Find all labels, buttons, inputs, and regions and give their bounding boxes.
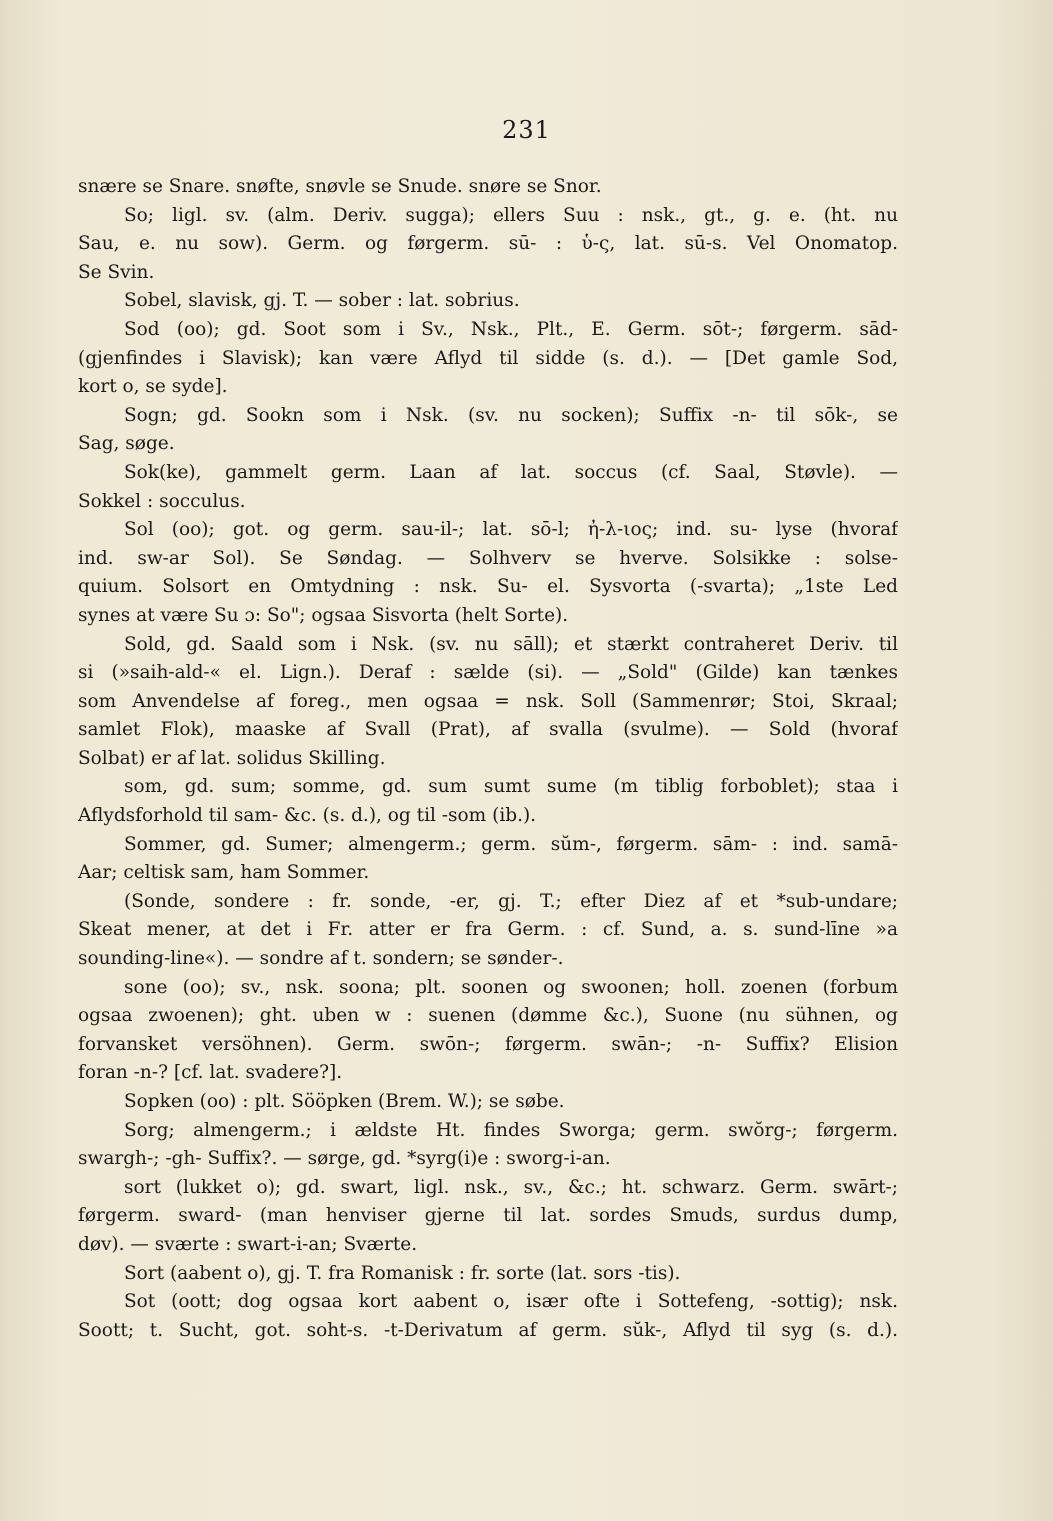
text-line: Sort (aabent o), gj. T. fra Romanisk : fr. sorte (lat. sors -tis). (124, 1262, 681, 1284)
text-line: quium. Solsort en Omtydning : nsk. Su- el. Sysvorta (-svarta); „1ste Led (78, 576, 898, 598)
page-number: 231 (502, 116, 551, 144)
text-line: Sopken (oo) : plt. Sööpken (Brem. W.); se søbe. (124, 1091, 565, 1112)
text-line: Sokkel : socculus. (78, 490, 246, 512)
text-line: kort o, se syde]. (78, 376, 228, 398)
text-line: døv). — sværte : swart-i-an; Sværte. (78, 1233, 418, 1255)
text-line: Sok(ke), gammelt germ. Laan af lat. soccus (cf. Saal, Støvle). — (124, 461, 898, 483)
text-line: swargh-; -gh- Suffix?. — sørge, gd. *syrg(i)e : sworg-i-an. (78, 1148, 611, 1170)
text-line: synes at være Su ɔ: So"; ogsaa Sisvorta (helt Sorte). (78, 604, 569, 626)
text-line: Skeat mener, at det i Fr. atter er fra Germ. : cf. Sund, a. s. sund-līne »a (78, 919, 898, 941)
text-line: (gjenfindes i Slavisk); kan være Aflyd til sidde (s. d.). — [Det gamle Sod, (78, 347, 898, 369)
text-line: som Anvendelse af foreg., men ogsaa = nsk. Soll (Sammenrør; Stoi, Skraal; (78, 690, 898, 712)
text-line: forvansket versöhnen). Germ. swōn-; førgerm. swān-; -n- Suffix? Elision (78, 1033, 898, 1055)
text-line: foran -n-? [cf. lat. svadere?]. (78, 1062, 343, 1084)
text-line: som, gd. sum; somme, gd. sum sumt sume (m tiblig forboblet); staa i (124, 776, 898, 798)
text-line: sort (lukket o); gd. swart, ligl. nsk., sv., &c.; ht. schwarz. Germ. swārt-; (124, 1176, 898, 1198)
text-line: Sobel, slavisk, gj. T. — sober : lat. sobrius. (124, 290, 520, 312)
text-line: si (»saih-ald-« el. Lign.). Deraf : sælde (si). — „Sold" (Gilde) kan tænkes (78, 662, 898, 684)
text-line: snære se Snare. snøfte, snøvle se Snude. snøre se Snor. (78, 176, 602, 197)
text-line: samlet Flok), maaske af Svall (Prat), af svalla (svulme). — Sold (hvoraf (78, 719, 898, 741)
text-line: ogsaa zwoenen); ght. uben w : suenen (dømme &c.), Suone (nu sühnen, og (78, 1005, 898, 1027)
text-line: Soott; t. Sucht, got. soht-s. -t-Derivatum af germ. sŭk-, Aflyd til syg (s. d.). (78, 1319, 898, 1341)
text-line: Sold, gd. Saald som i Nsk. (sv. nu sāll); et stærkt contraheret Deriv. til (124, 633, 898, 655)
text-line: sone (oo); sv., nsk. soona; plt. soonen og swoonen; holl. zoenen (forbum (124, 976, 898, 998)
text-line: Sommer, gd. Sumer; almengerm.; germ. sŭm-, førgerm. sām- : ind. samā- (124, 833, 898, 855)
entry-text-block (78, 173, 898, 1345)
text-line: Aar; celtisk sam, ham Sommer. (78, 862, 370, 884)
text-line: Sag, søge. (78, 433, 175, 455)
text-line: ind. sw-ar Sol). Se Søndag. — Solhverv se hverve. Solsikke : solse- (78, 547, 898, 569)
text-line: Se Svin. (78, 261, 155, 283)
text-line: Sot (oott; dog ogsaa kort aabent o, især ofte i Sottefeng, -sottig); nsk. (124, 1291, 898, 1313)
text-line: førgerm. sward- (man henviser gjerne til lat. sordes Smuds, surdus dump, (78, 1205, 898, 1227)
text-line: So; ligl. sv. (alm. Deriv. sugga); ellers Suu : nsk., gt., g. e. (ht. nu (124, 204, 898, 226)
text-line: Sod (oo); gd. Soot som i Sv., Nsk., Plt., E. Germ. sōt-; førgerm. sād- (124, 318, 898, 340)
text-line: Sol (oo); got. og germ. sau-il-; lat. sō-l; ἠ-λ-ιος; ind. su- lyse (hvoraf (124, 519, 898, 541)
text-line: Aflydsforhold til sam- &c. (s. d.), og til -som (ib.). (78, 805, 537, 827)
text-line: (Sonde, sondere : fr. sonde, -er, gj. T.; efter Diez af et *sub-undare; (124, 890, 898, 912)
text-line: Sau, e. nu sow). Germ. og førgerm. sū- : ὑ-ς, lat. sū-s. Vel Onomatop. (78, 233, 898, 255)
text-line: Solbat) er af lat. solidus Skilling. (78, 747, 386, 769)
text-line: Sogn; gd. Sookn som i Nsk. (sv. nu socken); Suffix -n- til sōk-, se (124, 404, 898, 426)
text-line: Sorg; almengerm.; i ældste Ht. findes Sworga; germ. swŏrg-; førgerm. (124, 1119, 898, 1141)
text-line: sounding-line«). — sondre af t. sondern; se sønder-. (78, 948, 564, 970)
